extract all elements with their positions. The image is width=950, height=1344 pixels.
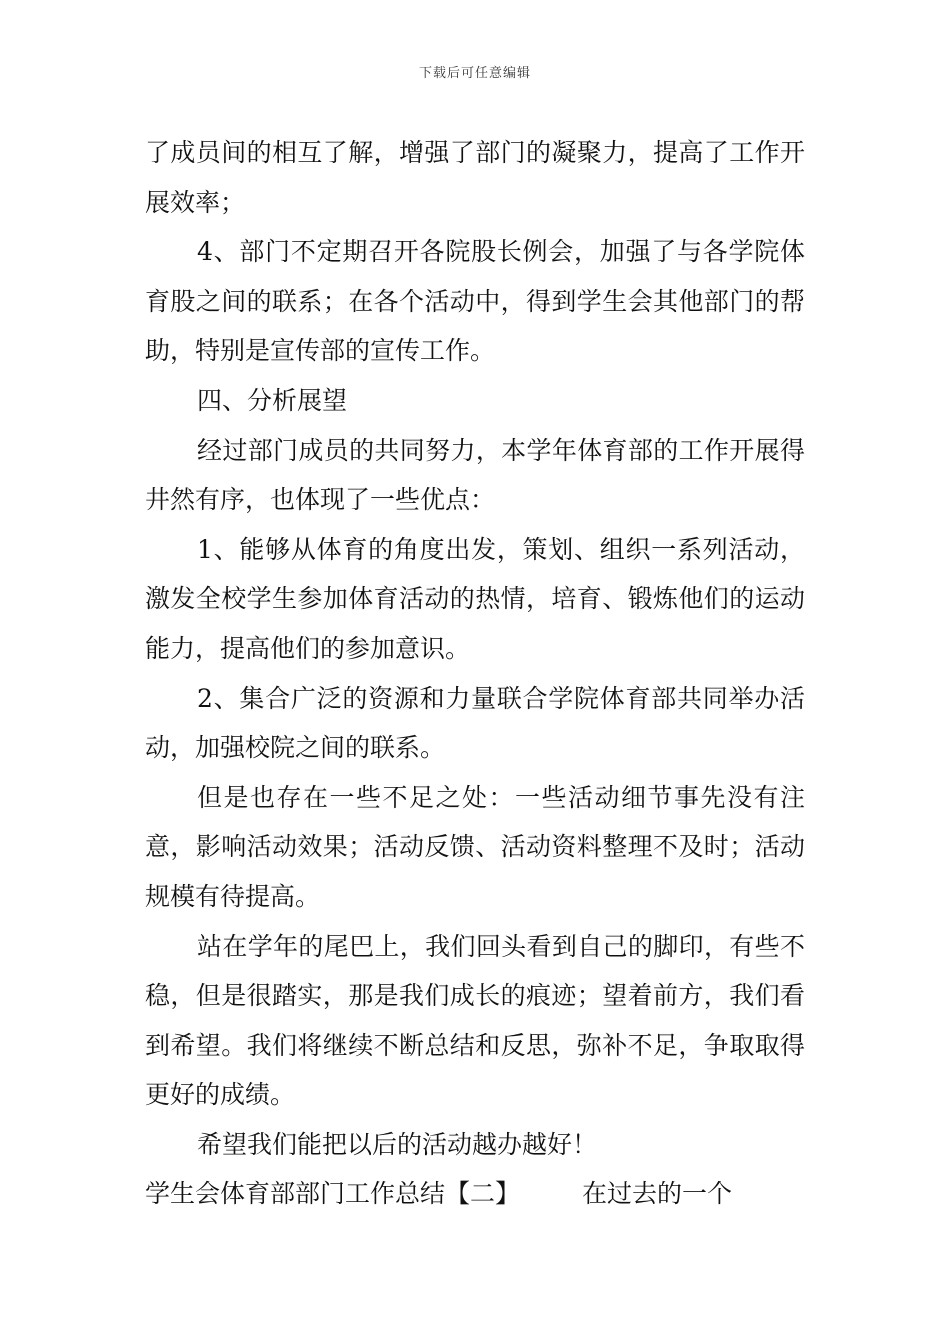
section-title: 学生会体育部部门工作总结【二】 [145, 1179, 521, 1209]
paragraph-wish: 希望我们能把以后的活动越办越好！ [197, 1129, 598, 1159]
paragraph-item-4: 4、部门不定期召开各院股长例会，加强了与各学院体育股之间的联系；在各个活动中，得到学生会其他部门的帮助，特别是宣传部的宣传工作。 [145, 237, 805, 366]
paragraph-strength-1: 1、能够从体育的角度出发，策划、组织一系列活动，激发全校学生参加体育活动的热情，培育、锻炼他们的运动能力，提高他们的参加意识。 [145, 534, 805, 663]
section-title-continuation: 在过去的一个 [582, 1179, 733, 1209]
section-heading-analysis: 四、分析展望 [197, 385, 348, 415]
section-title-line [145, 1169, 805, 1219]
page-header-note: 下载后可任意编辑 [418, 66, 531, 81]
paragraph-strength-2: 2、集合广泛的资源和力量联合学院体育部共同举办活动，加强校院之间的联系。 [145, 683, 805, 763]
document-body [145, 128, 805, 1219]
paragraph-summary: 经过部门成员的共同努力，本学年体育部的工作开展得井然有序，也体现了一些优点： [145, 435, 805, 515]
paragraph-continuation: 了成员间的相互了解，增强了部门的凝聚力，提高了工作开展效率； [145, 138, 805, 217]
paragraph-reflection: 站在学年的尾巴上，我们回头看到自己的脚印，有些不稳，但是很踏实，那是我们成长的痕迹；望着前方，我们看到希望。我们将继续不断总结和反思，弥补不足，争取取得更好的成绩。 [145, 931, 805, 1110]
title-spacer [520, 1169, 582, 1219]
paragraph-shortcomings: 但是也存在一些不足之处：一些活动细节事先没有注意，影响活动效果；活动反馈、活动资料整理不及时；活动规模有待提高。 [145, 782, 805, 911]
